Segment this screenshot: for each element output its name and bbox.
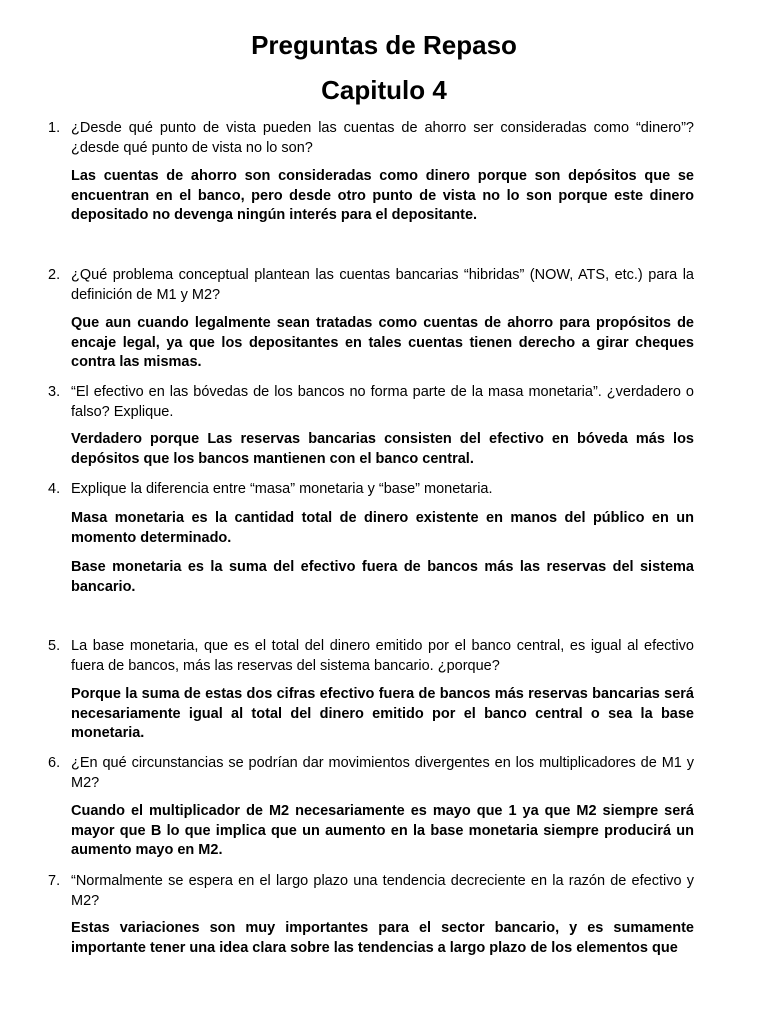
question-number: 4. bbox=[48, 481, 61, 497]
question-number: 2. bbox=[48, 267, 61, 283]
answer-text: Cuando el multiplicador de M2 necesariamente es mayo que 1 ya que M2 siempre será mayor que B lo que implica que un aumento en la base monetaria siempre producirá un aumento mayo en M2. bbox=[71, 803, 694, 858]
question-text: Explique la diferencia entre “masa” monetaria y “base” monetaria. bbox=[71, 481, 493, 497]
question-text: “Normalmente se espera en el largo plazo una tendencia decreciente en la razón de efectivo y M2? bbox=[71, 873, 694, 909]
question-text: ¿Desde qué punto de vista pueden las cuentas de ahorro ser consideradas como “dinero”? ¿desde qué punto de vista no lo son? bbox=[71, 120, 694, 156]
answer-text: Verdadero porque Las reservas bancarias consisten del efectivo en bóveda más los depósitos que los bancos mantienen con el banco central. bbox=[71, 431, 694, 467]
chapter-title: Capitulo 4 bbox=[321, 75, 447, 105]
answer-text: Base monetaria es la suma del efectivo fuera de bancos más las reservas del sistema bancario. bbox=[71, 559, 694, 595]
question-number: 6. bbox=[48, 755, 61, 771]
question-text: La base monetaria, que es el total del dinero emitido por el banco central, es igual al efectivo fuera de bancos, más las reservas del sistema bancario. ¿porque? bbox=[71, 638, 694, 674]
question-text: ¿En qué circunstancias se podrían dar movimientos divergentes en los multiplicadores de M1 y M2? bbox=[71, 755, 694, 791]
answer-text: Porque la suma de estas dos cifras efectivo fuera de bancos más reservas bancarias será necesariamente igual al total del dinero emitido por el banco central o sea la base monetaria. bbox=[71, 686, 694, 741]
answer-text: Masa monetaria es la cantidad total de dinero existente en manos del público en un momento determinado. bbox=[71, 510, 694, 546]
question-number: 3. bbox=[48, 384, 61, 400]
answer-text: Estas variaciones son muy importantes para el sector bancario, y es sumamente importante tener una idea clara sobre las tendencias a largo plazo de los elementos que bbox=[71, 920, 694, 956]
answer-text: Que aun cuando legalmente sean tratadas como cuentas de ahorro para propósitos de encaje legal, ya que los depositantes en tales cuentas tienen derecho a girar cheques contra las mismas. bbox=[71, 315, 694, 370]
question-number: 7. bbox=[48, 873, 61, 889]
question-text: “El efectivo en las bóvedas de los bancos no forma parte de la masa monetaria”. ¿verdadero o falso? Explique. bbox=[71, 384, 694, 420]
question-number: 1. bbox=[48, 120, 61, 136]
question-number: 5. bbox=[48, 638, 61, 654]
document-title: Preguntas de Repaso bbox=[251, 30, 517, 60]
question-text: ¿Qué problema conceptual plantean las cuentas bancarias “hibridas” (NOW, ATS, etc.) para la definición de M1 y M2? bbox=[71, 267, 694, 303]
answer-text: Las cuentas de ahorro son consideradas como dinero porque son depósitos que se encuentran en el banco, pero desde otro punto de vista no lo son porque este dinero depositado no devenga ningún interés para el depositante. bbox=[71, 168, 694, 223]
